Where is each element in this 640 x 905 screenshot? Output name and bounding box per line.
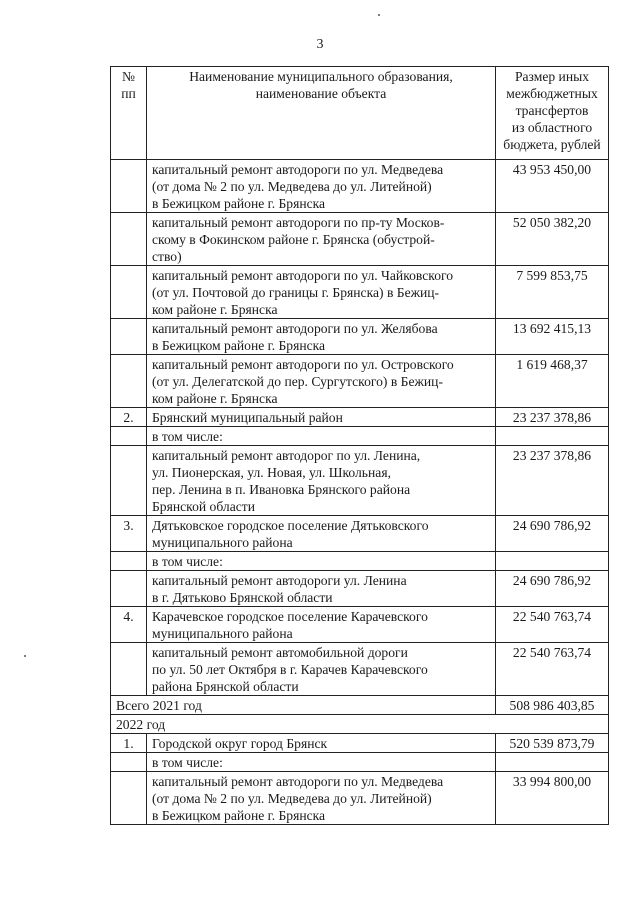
row-number-cell bbox=[111, 643, 147, 696]
row-number-cell bbox=[111, 160, 147, 213]
header-amount-text: Размер иных межбюджетных трансфертов из областного бюджета, рублей bbox=[503, 69, 601, 152]
table-row bbox=[111, 319, 609, 355]
row-number-cell bbox=[111, 753, 147, 772]
table-row bbox=[111, 355, 609, 408]
table-row bbox=[111, 266, 609, 319]
row-amount-cell: 33 994 800,00 bbox=[496, 772, 609, 825]
row-amount-cell: 13 692 415,13 bbox=[496, 319, 609, 355]
row-name-cell: капитальный ремонт автодороги по ул. Медведева (от дома № 2 по ул. Медведева до ул. Литейной) в Бежицком районе г. Брянска bbox=[147, 160, 496, 213]
total-amount-cell: 508 986 403,85 bbox=[496, 696, 609, 715]
header-name-text: Наименование муниципального образования, наименование объекта bbox=[189, 69, 453, 101]
table-row bbox=[111, 516, 609, 552]
header-amount bbox=[496, 67, 609, 160]
row-name-cell: капитальный ремонт автодороги по ул. Островского (от ул. Делегатской до пер. Сургутского) в Бежиц- ком районе г. Брянска bbox=[147, 355, 496, 408]
row-name-cell: капитальный ремонт автомобильной дороги по ул. 50 лет Октября в г. Карачев Карачевского района Брянской области bbox=[147, 643, 496, 696]
table-row bbox=[111, 734, 609, 753]
row-number-cell bbox=[111, 446, 147, 516]
row-name-cell: Городской округ город Брянск bbox=[147, 734, 496, 753]
table-header-row bbox=[111, 67, 609, 160]
row-amount-cell: 1 619 468,37 bbox=[496, 355, 609, 408]
row-amount-cell: 7 599 853,75 bbox=[496, 266, 609, 319]
table-row bbox=[111, 607, 609, 643]
row-amount-cell: 22 540 763,74 bbox=[496, 607, 609, 643]
row-number-cell: 2. bbox=[111, 408, 147, 427]
row-name-cell: Карачевское городское поселение Карачевского муниципального района bbox=[147, 607, 496, 643]
row-amount-cell bbox=[496, 427, 609, 446]
table-row bbox=[111, 427, 609, 446]
table-row bbox=[111, 772, 609, 825]
row-name-cell: в том числе: bbox=[147, 427, 496, 446]
row-amount-cell: 23 237 378,86 bbox=[496, 408, 609, 427]
year-label-cell: 2022 год bbox=[111, 715, 609, 734]
table-row bbox=[111, 571, 609, 607]
row-number-cell bbox=[111, 427, 147, 446]
row-number-cell bbox=[111, 213, 147, 266]
scan-speck bbox=[378, 14, 380, 16]
row-name-cell: капитальный ремонт автодороги по ул. Чайковского (от ул. Почтовой до границы г. Брянска) в Бежиц- ком районе г. Брянска bbox=[147, 266, 496, 319]
budget-table bbox=[110, 66, 609, 825]
table-row bbox=[111, 643, 609, 696]
row-amount-cell: 24 690 786,92 bbox=[496, 516, 609, 552]
row-amount-cell: 43 953 450,00 bbox=[496, 160, 609, 213]
header-number-text: № пп bbox=[121, 69, 136, 101]
total-label-cell: Всего 2021 год bbox=[111, 696, 496, 715]
row-amount-cell bbox=[496, 552, 609, 571]
row-number-cell bbox=[111, 266, 147, 319]
row-name-cell: капитальный ремонт автодороги по ул. Желябова в Бежицком районе г. Брянска bbox=[147, 319, 496, 355]
table-row bbox=[111, 753, 609, 772]
row-amount-cell: 52 050 382,20 bbox=[496, 213, 609, 266]
row-name-cell: Дятьковское городское поселение Дятьковского муниципального района bbox=[147, 516, 496, 552]
header-name bbox=[147, 67, 496, 160]
row-name-cell: в том числе: bbox=[147, 753, 496, 772]
table-row bbox=[111, 696, 609, 715]
scan-speck bbox=[24, 655, 26, 657]
row-amount-cell: 23 237 378,86 bbox=[496, 446, 609, 516]
table-row bbox=[111, 446, 609, 516]
page-number: 3 bbox=[316, 37, 324, 52]
row-number-cell: 4. bbox=[111, 607, 147, 643]
row-name-cell: в том числе: bbox=[147, 552, 496, 571]
header-number bbox=[111, 67, 147, 160]
row-number-cell bbox=[111, 772, 147, 825]
row-amount-cell: 22 540 763,74 bbox=[496, 643, 609, 696]
row-name-cell: капитальный ремонт автодороги по пр-ту Москов- скому в Фокинском районе г. Брянска (обустрой- ство) bbox=[147, 213, 496, 266]
row-amount-cell: 520 539 873,79 bbox=[496, 734, 609, 753]
table-row bbox=[111, 715, 609, 734]
row-number-cell bbox=[111, 355, 147, 408]
row-number-cell: 1. bbox=[111, 734, 147, 753]
row-amount-cell bbox=[496, 753, 609, 772]
table-row bbox=[111, 552, 609, 571]
row-name-cell: капитальный ремонт автодороги ул. Ленина в г. Дятьково Брянской области bbox=[147, 571, 496, 607]
table-row bbox=[111, 408, 609, 427]
table-row bbox=[111, 213, 609, 266]
row-name-cell: капитальный ремонт автодороги по ул. Медведева (от дома № 2 по ул. Медведева до ул. Литейной) в Бежицком районе г. Брянска bbox=[147, 772, 496, 825]
row-amount-cell: 24 690 786,92 bbox=[496, 571, 609, 607]
table-row bbox=[111, 160, 609, 213]
row-number-cell bbox=[111, 571, 147, 607]
row-number-cell: 3. bbox=[111, 516, 147, 552]
row-number-cell bbox=[111, 319, 147, 355]
row-name-cell: капитальный ремонт автодорог по ул. Ленина, ул. Пионерская, ул. Новая, ул. Школьная, пер. Ленина в п. Ивановка Брянского района Брянской области bbox=[147, 446, 496, 516]
row-number-cell bbox=[111, 552, 147, 571]
row-name-cell: Брянский муниципальный район bbox=[147, 408, 496, 427]
